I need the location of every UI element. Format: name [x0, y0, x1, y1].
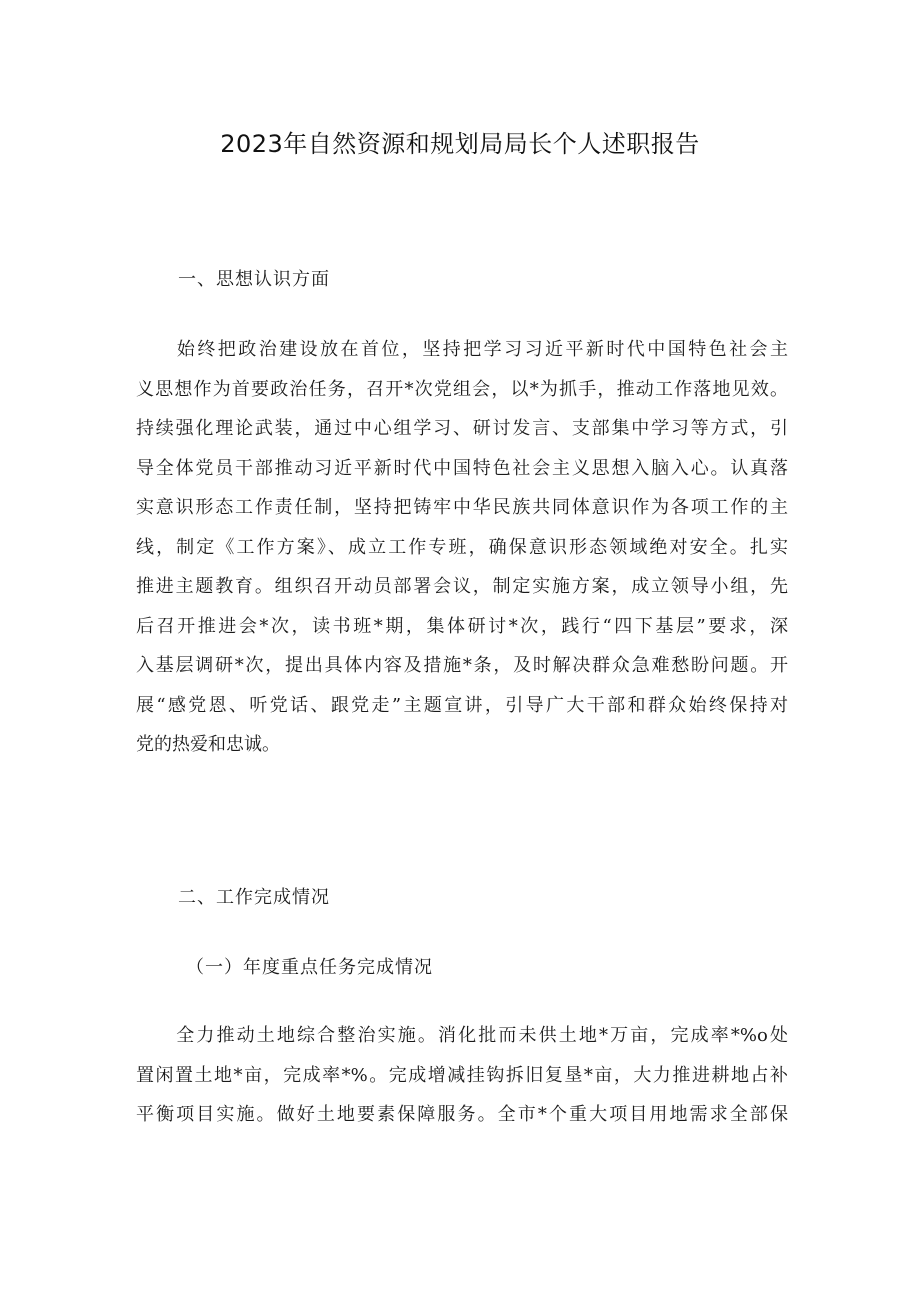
paragraph-line: 推进主题教育。组织召开动员部署会议，制定实施方案，成立领导小组，先	[136, 576, 788, 597]
paragraph-line: 线，制定《工作方案》、成立工作专班，确保意识形态领域绝对安全。扎实	[136, 536, 788, 558]
paragraph-line: 全力推动土地综合整治实施。消化批而未供土地*万亩，完成率*%o处	[136, 1025, 788, 1046]
paragraph-line: 实意识形态工作责任制，坚持把铸牢中华民族共同体意识作为各项工作的主	[136, 497, 788, 518]
paragraph-key-tasks	[136, 1016, 788, 1135]
paragraph-line: 义思想作为首要政治任务，召开*次党组会，以*为抓手，推动工作落地见效。	[136, 378, 788, 400]
paragraph-line: 导全体党员干部推动习近平新时代中国特色社会主义思想入脑入心。认真落	[136, 457, 788, 479]
section-heading-work-completion: 二、工作完成情况	[178, 887, 330, 908]
paragraph-line: 后召开推进会*次，读书班*期，集体研讨*次，践行“四下基层”要求，深	[136, 615, 788, 637]
paragraph-line: 展“感党恩、听党话、跟党走”主题宣讲，引导广大干部和群众始终保持对	[136, 694, 788, 716]
document-title: 2023年自然资源和规划局局长个人述职报告	[220, 130, 700, 158]
paragraph-ideological	[136, 330, 788, 765]
paragraph-line: 党的热爱和忠诚。	[136, 734, 280, 755]
paragraph-line: 入基层调研*次，提出具体内容及措施*条，及时解决群众急难愁盼问题。开	[136, 655, 788, 676]
paragraph-line: 平衡项目实施。做好土地要素保障服务。全市*个重大项目用地需求全部保	[136, 1104, 788, 1125]
paragraph-line: 持续强化理论武装，通过中心组学习、研讨发言、支部集中学习等方式，引	[136, 418, 788, 439]
paragraph-line: 始终把政治建设放在首位，坚持把学习习近平新时代中国特色社会主	[136, 339, 788, 360]
section-heading-ideological: 一、思想认识方面	[178, 269, 330, 290]
paragraph-line: 置闲置土地*亩，完成率*%。完成增减挂钩拆旧复垦*亩，大力推进耕地占补	[136, 1064, 788, 1086]
subsection-heading-key-tasks: （一）年度重点任务完成情况	[186, 957, 433, 978]
